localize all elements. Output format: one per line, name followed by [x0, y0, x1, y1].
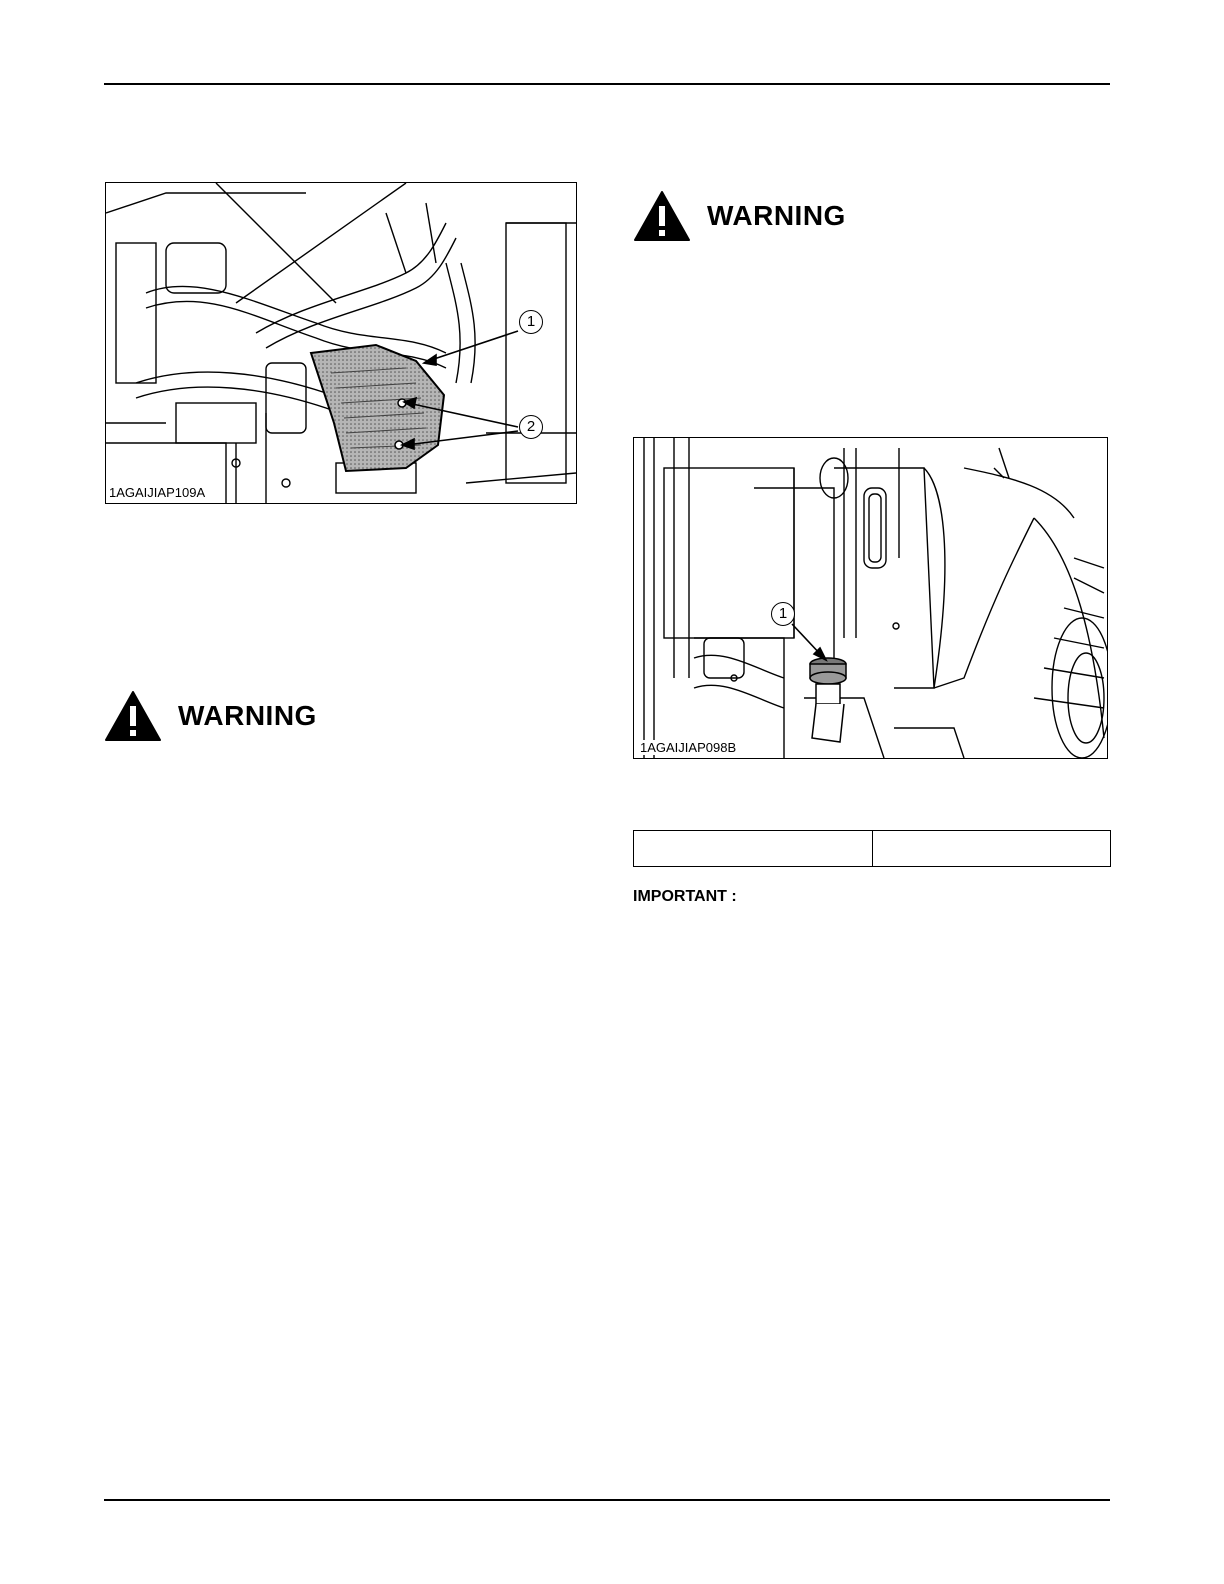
spec-cell	[872, 831, 1111, 866]
figure-code: 1AGAIJIAP109A	[109, 485, 206, 500]
top-rule	[104, 83, 1110, 85]
figure-filler-cap	[633, 437, 1108, 759]
callout-1: 1	[771, 602, 795, 626]
warning-right	[633, 190, 846, 242]
warning-label: WARNING	[178, 700, 317, 731]
figure-engine-bay	[105, 182, 577, 504]
important-label: IMPORTANT :	[633, 888, 737, 905]
bottom-rule	[104, 1499, 1110, 1501]
engine-bay-illustration	[106, 183, 576, 503]
engine-cover-panel	[311, 345, 444, 471]
spec-cell	[634, 831, 872, 866]
figure-code: 1AGAIJIAP098B	[640, 740, 737, 755]
callout-2: 2	[519, 415, 543, 439]
filler-cap	[810, 658, 846, 742]
warning-triangle-icon	[633, 190, 691, 242]
warning-triangle-icon	[104, 690, 162, 742]
filler-cap-illustration	[634, 438, 1107, 758]
warning-left	[104, 690, 317, 742]
spec-table	[633, 830, 1111, 867]
callout-1: 1	[519, 310, 543, 334]
warning-label: WARNING	[707, 200, 846, 231]
